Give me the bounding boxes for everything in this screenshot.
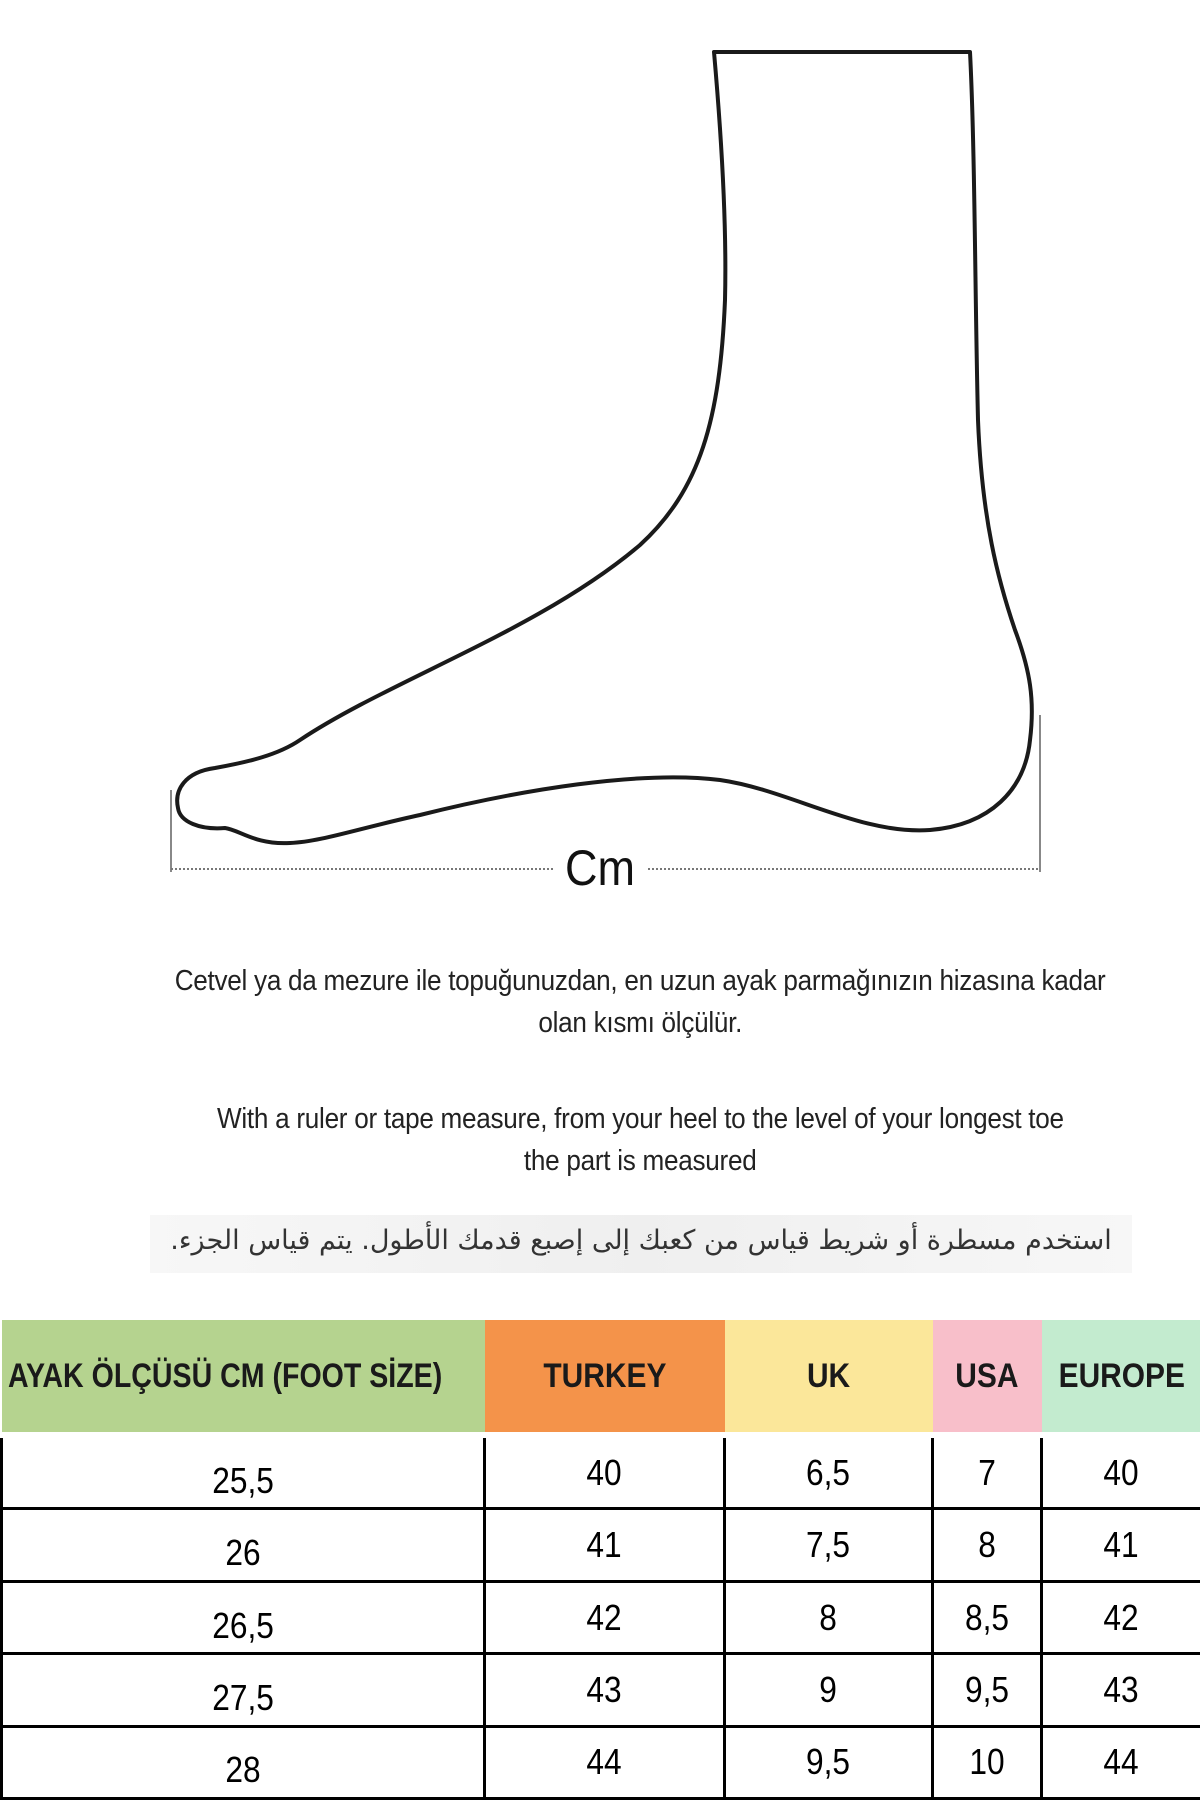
instruction-english-line-2: the part is measured bbox=[523, 1145, 757, 1177]
table-row bbox=[2, 1581, 1200, 1653]
foot-shape bbox=[177, 52, 1032, 843]
instruction-arabic bbox=[150, 1220, 1132, 1262]
cell-foot-size: 28 bbox=[2, 1726, 485, 1798]
cell-uk: 7,5 bbox=[725, 1509, 933, 1581]
cell-turkey: 42 bbox=[485, 1581, 725, 1653]
header-turkey: TURKEY bbox=[485, 1320, 725, 1435]
instruction-arabic-line: استخدم مسطرة أو شريط قياس من كعبك إلى إصبع قدمك الأطول. يتم قياس الجزء. bbox=[170, 1225, 1112, 1256]
cell-turkey: 43 bbox=[485, 1654, 725, 1726]
table-header-row bbox=[2, 1320, 1200, 1435]
cell-uk: 6,5 bbox=[725, 1435, 933, 1509]
table-row bbox=[2, 1509, 1200, 1581]
cell-foot-size: 26 bbox=[2, 1509, 485, 1581]
cell-usa: 10 bbox=[933, 1726, 1042, 1798]
header-foot-size: AYAK ÖLÇÜSÜ CM (FOOT SİZE) bbox=[2, 1320, 485, 1435]
cell-uk: 9,5 bbox=[725, 1726, 933, 1798]
instruction-english-line-1: With a ruler or tape measure, from your heel to the level of your longest toe bbox=[216, 1103, 1064, 1135]
cell-europe: 42 bbox=[1042, 1581, 1200, 1653]
cell-usa: 7 bbox=[933, 1435, 1042, 1509]
cell-turkey: 44 bbox=[485, 1726, 725, 1798]
header-europe: EUROPE bbox=[1042, 1320, 1200, 1435]
table-row bbox=[2, 1654, 1200, 1726]
cell-europe: 43 bbox=[1042, 1654, 1200, 1726]
header-uk: UK bbox=[725, 1320, 933, 1435]
cell-foot-size: 25,5 bbox=[2, 1435, 485, 1509]
table-row bbox=[2, 1726, 1200, 1798]
cell-usa: 8,5 bbox=[933, 1581, 1042, 1653]
table-row bbox=[2, 1435, 1200, 1509]
cell-foot-size: 27,5 bbox=[2, 1654, 485, 1726]
instruction-turkish-line-2: olan kısmı ölçülür. bbox=[538, 1007, 742, 1039]
instruction-english bbox=[80, 1098, 1200, 1182]
cell-europe: 41 bbox=[1042, 1509, 1200, 1581]
cell-usa: 9,5 bbox=[933, 1654, 1042, 1726]
cell-europe: 44 bbox=[1042, 1726, 1200, 1798]
cell-uk: 9 bbox=[725, 1654, 933, 1726]
cell-usa: 8 bbox=[933, 1509, 1042, 1581]
cell-europe: 40 bbox=[1042, 1435, 1200, 1509]
header-usa: USA bbox=[933, 1320, 1042, 1435]
cell-turkey: 41 bbox=[485, 1509, 725, 1581]
cell-foot-size: 26,5 bbox=[2, 1581, 485, 1653]
instruction-turkish-line-1: Cetvel ya da mezure ile topuğunuzdan, en uzun ayak parmağınızın hizasına kadar bbox=[174, 965, 1106, 997]
size-conversion-table bbox=[0, 1320, 1200, 1800]
measure-unit-label: Cm bbox=[564, 840, 635, 896]
instruction-turkish bbox=[80, 960, 1200, 1044]
cell-turkey: 40 bbox=[485, 1435, 725, 1509]
cell-uk: 8 bbox=[725, 1581, 933, 1653]
